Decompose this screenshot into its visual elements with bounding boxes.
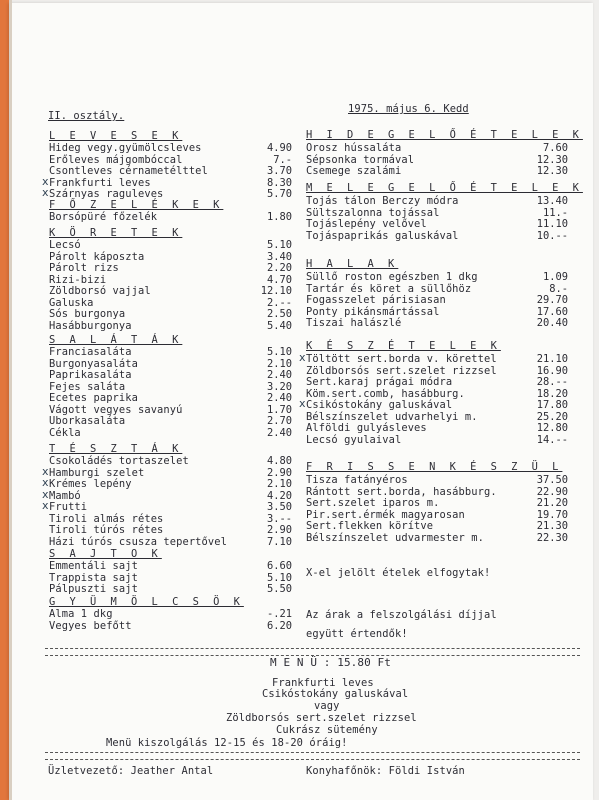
menu-item-name: Sert.karaj prágai módra bbox=[306, 376, 453, 388]
menu-item-name: Vegyes befőtt bbox=[49, 619, 132, 632]
menu-item-name: Paprikasaláta bbox=[49, 369, 132, 381]
menu-item-name: Cékla bbox=[49, 426, 81, 439]
menu-item-price: 1.70 bbox=[266, 403, 292, 416]
menu-item-price: 8.30 bbox=[266, 176, 292, 189]
menu-item-price: 5.70 bbox=[266, 188, 292, 200]
menu-item-price: 6.20 bbox=[266, 619, 292, 632]
menu-item-name: Orosz hússaláta bbox=[306, 142, 402, 154]
section-heading: K É S Z É T E L E K bbox=[306, 340, 501, 352]
menu-item-name: Frutti bbox=[49, 501, 88, 513]
menu-item-name: Tojás tálon Berczy módra bbox=[306, 195, 459, 207]
menu-item-name: Zöldborsó vajjal bbox=[49, 285, 151, 297]
divider-top bbox=[45, 648, 580, 656]
menu-item-name: Csokoládés tortaszelet bbox=[49, 455, 189, 467]
sold-out-mark: x bbox=[299, 351, 306, 364]
menu-item-price: 22.30 bbox=[536, 531, 568, 544]
menu-item-price: 5.10 bbox=[266, 239, 292, 251]
menu-line-3: vagy bbox=[314, 700, 340, 712]
menu-item-name: Trappista sajt bbox=[49, 571, 138, 584]
menu-item-name: Köm.sert.comb, hasábburg. bbox=[306, 387, 465, 400]
menu-line-4: Zöldborsós sert.szelet rizzsel bbox=[226, 712, 417, 724]
menu-item-price: 21.20 bbox=[536, 497, 568, 509]
menu-item-name: Tisza fatányéros bbox=[306, 474, 408, 486]
menu-item-name: Borsópüré főzelék bbox=[49, 211, 158, 223]
menu-item-name: Lecsó bbox=[49, 239, 81, 251]
menu-item-price: 12.80 bbox=[536, 422, 568, 434]
menu-item-name: Sültszalonna tojással bbox=[306, 206, 440, 219]
menu-item-price: 5.40 bbox=[266, 319, 292, 332]
menu-item-price: 7.10 bbox=[266, 535, 292, 548]
sold-out-mark: x bbox=[42, 499, 49, 512]
menu-item-price: 4.90 bbox=[266, 142, 292, 154]
menu-item-price: 18.20 bbox=[536, 387, 568, 400]
menu-item-name: Ecetes paprika bbox=[49, 392, 138, 404]
menu-item-name: Alföldi gulyásleves bbox=[306, 422, 427, 434]
menu-item-price: 2.40 bbox=[266, 392, 292, 404]
menu-item-name: Tartár és köret a süllőhöz bbox=[306, 282, 472, 295]
menu-item-price: 21.30 bbox=[536, 520, 568, 532]
menu-item-price: 2.20 bbox=[266, 262, 292, 274]
menu-item-name: Csikóstokány galuskával bbox=[306, 399, 453, 411]
menu-item-price: 5.50 bbox=[266, 583, 292, 595]
menu-item-price: 4.80 bbox=[266, 455, 292, 467]
menu-item-name: Csemege szalámi bbox=[306, 165, 402, 177]
menu-item-name: Párolt káposzta bbox=[49, 250, 145, 263]
menu-item-price: 2.10 bbox=[266, 357, 292, 370]
menu-item-name: Tojáspaprikás galuskával bbox=[306, 229, 459, 242]
menu-item-name: Emmentáli sajt bbox=[49, 560, 138, 572]
menu-item-price: 11.10 bbox=[536, 218, 568, 230]
menu-item-price: 12.10 bbox=[260, 285, 292, 297]
menu-item-price: 37.50 bbox=[536, 474, 568, 486]
department-label: II. osztály. bbox=[48, 110, 125, 122]
section-heading: H I D E G E L Ő É T E L E K bbox=[306, 129, 583, 141]
menu-item-name: Frankfurti leves bbox=[49, 176, 151, 189]
menu-serving-hours: Menü kiszolgálás 12-15 és 18-20 óráig! bbox=[106, 737, 348, 749]
menu-item-price: 1.80 bbox=[266, 211, 292, 223]
menu-item-price: 2.40 bbox=[266, 369, 292, 381]
menu-item-price: 3.70 bbox=[266, 165, 292, 177]
menu-item-name: Bélszínszelet udvarhelyi m. bbox=[306, 410, 478, 423]
sold-out-note: X-el jelölt ételek elfogytak! bbox=[306, 567, 491, 579]
menu-item-name: Rizi-bizi bbox=[49, 273, 107, 286]
menu-item-price: 11.- bbox=[542, 206, 568, 219]
menu-item-name: Hamburgi szelet bbox=[49, 466, 145, 479]
menu-item-price: 2.10 bbox=[266, 478, 292, 490]
menu-item-price: -.21 bbox=[266, 608, 292, 620]
menu-item-name: Csontleves cérnametélttel bbox=[49, 165, 208, 177]
menu-item-name: Sert.flekken körítve bbox=[306, 520, 434, 532]
manager-signature: Üzletvezető: Jeather Antal bbox=[48, 765, 214, 777]
divider-bottom bbox=[45, 752, 580, 760]
menu-item-price: 13.40 bbox=[536, 195, 568, 207]
menu-item-name: Mambó bbox=[49, 489, 81, 502]
section-heading: S A L Á T Á K bbox=[49, 334, 183, 346]
section-heading: M E L E G E L Ő É T E L E K bbox=[306, 182, 583, 194]
service-fee-note-1: Az árak a felszolgálási díjjal bbox=[306, 609, 497, 621]
menu-item-price: 20.40 bbox=[536, 317, 568, 329]
menu-item-name: Burgonyasaláta bbox=[49, 357, 138, 370]
menu-item-price: 10.-- bbox=[536, 229, 568, 242]
sold-out-mark: x bbox=[299, 397, 306, 410]
menu-item-name: Hasábburgonya bbox=[49, 319, 132, 332]
menu-item-name: Házi túrós csusza tepertővel bbox=[49, 535, 227, 548]
menu-item-price: 29.70 bbox=[536, 294, 568, 306]
section-heading: T É S Z T Á K bbox=[49, 443, 183, 455]
menu-item-price: 3.20 bbox=[266, 380, 292, 393]
menu-item-price: 5.10 bbox=[266, 346, 292, 358]
menu-item-price: 21.10 bbox=[536, 353, 568, 365]
sold-out-mark: x bbox=[42, 174, 49, 188]
paper-edge bbox=[0, 0, 9, 800]
menu-line-5: Cukrász sütemény bbox=[276, 724, 378, 736]
menu-item-price: 2.70 bbox=[266, 415, 292, 427]
menu-date: 1975. május 6. Kedd bbox=[348, 103, 469, 115]
sold-out-mark: x bbox=[42, 476, 49, 489]
section-heading: G Y Ü M Ö L C S Ö K bbox=[49, 596, 244, 608]
menu-item-price: 2.-- bbox=[266, 296, 292, 309]
menu-item-name: Pálpuszti sajt bbox=[49, 583, 138, 595]
menu-item-name: Franciasaláta bbox=[49, 346, 132, 358]
menu-item-name: Sós burgonya bbox=[49, 308, 126, 320]
paper-shadow bbox=[9, 0, 12, 800]
sold-out-mark: x bbox=[42, 487, 49, 501]
chef-signature: Konyhafőnök: Földi István bbox=[306, 765, 465, 777]
menu-item-name: Süllő roston egészben 1 dkg bbox=[306, 271, 478, 283]
menu-item-name: Töltött sert.borda v. körettel bbox=[306, 353, 497, 365]
service-fee-note-2: együtt értendők! bbox=[306, 628, 408, 640]
menu-item-name: Tiszai halászlé bbox=[306, 317, 402, 329]
menu-item-name: Vágott vegyes savanyú bbox=[49, 403, 183, 416]
menu-item-name: Krémes lepény bbox=[49, 478, 132, 490]
menu-item-price: 12.30 bbox=[536, 153, 568, 166]
menu-item-price: 19.70 bbox=[536, 508, 568, 521]
menu-item-price: 4.70 bbox=[266, 273, 292, 286]
menu-item-price: 6.60 bbox=[266, 560, 292, 572]
sold-out-mark: x bbox=[42, 464, 49, 478]
menu-item-price: 16.90 bbox=[536, 364, 568, 377]
menu-item-name: Erőleves májgombóccal bbox=[49, 153, 183, 166]
menu-item-name: Sert.szelet iparos m. bbox=[306, 497, 440, 509]
menu-item-price: 22.90 bbox=[536, 485, 568, 498]
menu-item-price: 5.10 bbox=[266, 571, 292, 584]
menu-item-name: Zöldborsós sert.szelet rizzsel bbox=[306, 364, 497, 377]
menu-item-price: 17.60 bbox=[536, 305, 568, 318]
menu-item-price: 7.60 bbox=[542, 142, 568, 154]
menu-item-price: 2.90 bbox=[266, 524, 292, 536]
menu-item-price: 1.09 bbox=[542, 271, 568, 283]
menu-item-price: 28.-- bbox=[536, 376, 568, 388]
menu-item-price: 3.-- bbox=[266, 512, 292, 525]
menu-item-price: 7.- bbox=[273, 153, 292, 166]
menu-item-name: Hideg vegy.gyümölcsleves bbox=[49, 142, 202, 154]
menu-item-price: 17.80 bbox=[536, 399, 568, 411]
section-heading: S A J T O K bbox=[49, 548, 162, 560]
menu-item-price: 8.- bbox=[549, 282, 568, 295]
menu-item-price: 14.-- bbox=[536, 433, 568, 446]
menu-item-name: Lecsó gyulaival bbox=[306, 433, 402, 446]
menu-item-name: Alma 1 dkg bbox=[49, 608, 113, 620]
menu-item-name: Fogasszelet párisiasan bbox=[306, 294, 446, 306]
menu-item-name: Szárnyas raguleves bbox=[49, 188, 164, 200]
menu-item-name: Sépsonka tormával bbox=[306, 153, 415, 166]
section-heading: F R I S S E N K É S Z Ü L bbox=[306, 461, 563, 473]
menu-item-price: 12.30 bbox=[536, 165, 568, 177]
menu-item-price: 2.40 bbox=[266, 426, 292, 439]
menu-item-price: 4.20 bbox=[266, 489, 292, 502]
menu-item-name: Pir.sert.érmék magyarosan bbox=[306, 508, 465, 521]
section-heading: F Ő Z E L É K E K bbox=[49, 199, 224, 211]
menu-item-name: Ponty pikánsmártással bbox=[306, 305, 440, 318]
menu-item-name: Rántott sert.borda, hasábburg. bbox=[306, 485, 497, 498]
menu-item-name: Tojáslepény velővel bbox=[306, 218, 427, 230]
section-heading: L E V E S E K bbox=[49, 130, 183, 142]
menu-item-name: Bélszínszelet udvarmester m. bbox=[306, 531, 484, 544]
menu-item-price: 3.40 bbox=[266, 250, 292, 263]
menu-item-name: Tiroli almás rétes bbox=[49, 512, 164, 525]
menu-item-price: 3.50 bbox=[266, 501, 292, 513]
menu-item-name: Uborkasaláta bbox=[49, 415, 126, 427]
menu-item-price: 2.90 bbox=[266, 466, 292, 479]
menu-item-name: Párolt rizs bbox=[49, 262, 119, 274]
section-heading: K Ö R E T E K bbox=[49, 227, 183, 239]
menu-line-1: Frankfurti leves bbox=[272, 677, 374, 689]
section-heading: H A L A K bbox=[306, 258, 399, 270]
menu-item-name: Tiroli túrós rétes bbox=[49, 524, 164, 536]
menu-item-name: Fejes saláta bbox=[49, 380, 126, 393]
menu-line-2: Csikóstokány galuskával bbox=[262, 688, 409, 700]
menu-item-price: 2.50 bbox=[266, 308, 292, 320]
menu-item-price: 25.20 bbox=[536, 410, 568, 423]
menu-of-the-day-title: M E N Ü : 15.80 Ft bbox=[270, 656, 392, 669]
menu-item-name: Galuska bbox=[49, 296, 94, 309]
sold-out-mark: x bbox=[42, 186, 49, 199]
